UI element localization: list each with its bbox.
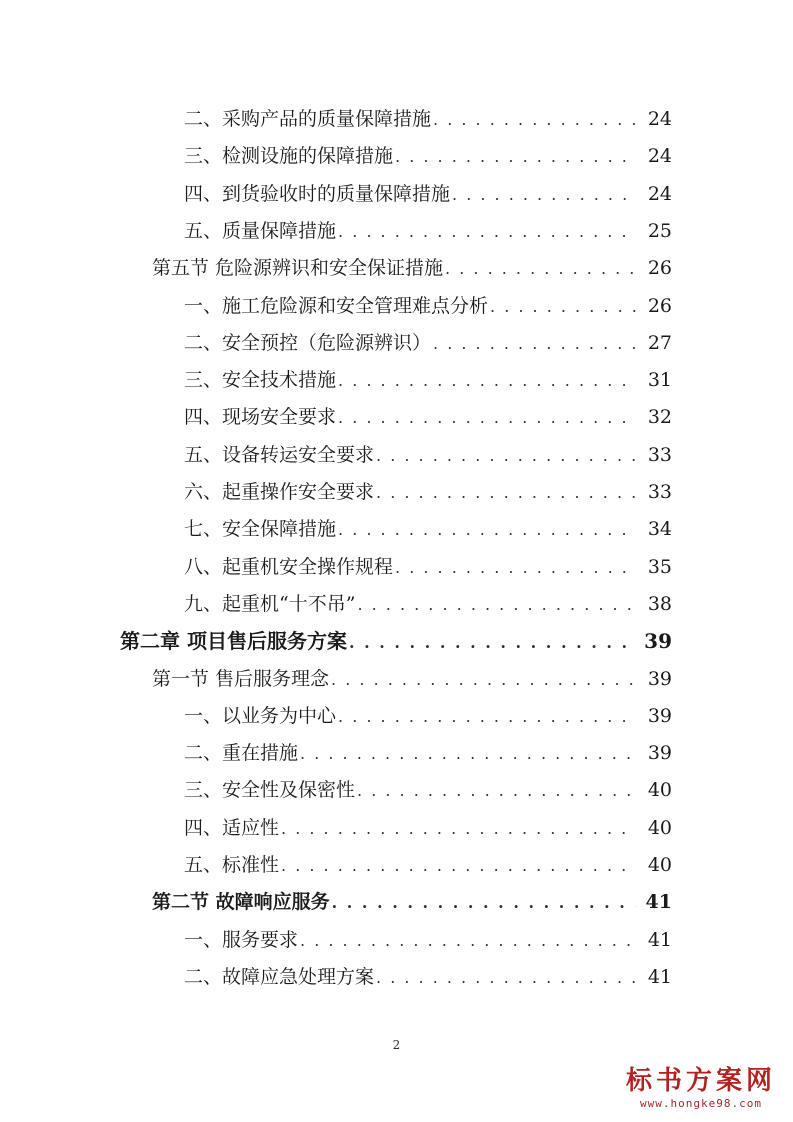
toc-dot-leader [338,702,636,732]
toc-entry-page: 33 [647,481,672,503]
toc-entry[interactable] [184,365,672,395]
toc-dot-leader [357,590,636,620]
toc-entry-page: 41 [647,928,672,951]
toc-entry[interactable] [184,141,672,171]
toc-entry-label: 七、安全保障措施 [184,518,337,541]
toc-entry-label: 一、施工危险源和安全管理难点分析 [184,294,489,317]
toc-entry[interactable] [152,664,672,694]
toc-entry-page: 25 [647,219,672,242]
toc-entry[interactable] [152,887,672,917]
toc-entry-label: 二、故障应急处理方案 [184,965,375,988]
toc-dot-leader [376,963,636,993]
page-number: 2 [392,1038,401,1052]
toc-entry-page: 33 [647,443,672,466]
toc-entry-page: 26 [647,294,672,317]
toc-entry-label: 一、以业务为中心 [184,704,337,727]
toc-dot-leader [338,217,636,247]
toc-entry[interactable] [184,291,672,321]
watermark-url: www.hongke98.com [640,1097,762,1110]
toc-dot-leader [338,403,636,433]
toc-entry-page: 40 [647,779,672,802]
toc-dot-leader [357,776,636,806]
toc-entry[interactable] [184,477,672,507]
toc-entry-label: 二、采购产品的质量保障措施 [184,108,432,130]
toc-entry-page: 39 [644,629,672,654]
toc-entry-page: 24 [647,108,672,130]
toc-entry-page: 31 [647,369,672,392]
toc-entry[interactable] [184,216,672,246]
toc-entry-page: 35 [647,555,672,578]
toc-entry[interactable] [184,402,672,432]
toc-entry-label: 三、安全技术措施 [184,369,337,392]
toc-entry-page: 32 [647,406,672,429]
toc-entry-page: 34 [647,518,672,541]
toc-entry[interactable] [184,328,672,358]
toc-entry-label: 八、起重机安全操作规程 [184,555,394,578]
toc-entry-label: 九、起重机“十不吊” [184,592,356,615]
toc-entry-page: 27 [647,331,672,354]
toc-entry-page: 41 [645,891,672,914]
toc-entry[interactable] [184,850,672,880]
toc-entry[interactable] [184,925,672,955]
toc-entry-label: 五、设备转运安全要求 [184,443,375,466]
toc-entry-label: 五、标准性 [184,854,280,876]
toc-dot-leader [395,553,636,583]
toc-entry[interactable] [184,104,672,134]
toc-entry-label: 第一节 售后服务理念 [152,667,330,690]
toc-entry-label: 四、到货验收时的质量保障措施 [184,182,451,205]
toc-entry[interactable] [184,440,672,470]
toc-dot-leader [332,888,636,918]
toc-dot-leader [376,441,636,471]
toc-entry-page: 41 [647,965,672,988]
toc-entry[interactable] [184,589,672,619]
toc-entry[interactable] [184,738,672,768]
toc-entry[interactable] [184,701,672,731]
toc-entry-label: 三、检测设施的保障措施 [184,145,394,168]
toc-entry-label: 六、起重操作安全要求 [184,481,375,503]
toc-dot-leader [281,814,636,844]
toc-entry[interactable] [152,253,672,283]
toc-entry-label: 三、安全性及保密性 [184,779,356,802]
watermark-title: 标书方案网 [625,1066,776,1096]
toc-entry-label: 二、重在措施 [184,742,299,765]
toc-entry-page: 38 [647,592,672,615]
toc-entry-label: 二、安全预控（危险源辨识） [184,331,432,354]
toc-entry-page: 39 [647,667,672,690]
toc-entry-label: 第五节 危险源辨识和安全保证措施 [152,257,444,280]
toc-entry[interactable] [184,552,672,582]
toc-entry-label: 第二章 项目售后服务方案 [120,629,347,654]
toc-entry-label: 第二节 故障响应服务 [152,891,330,914]
toc-entry[interactable] [120,626,672,656]
toc-entry-label: 四、适应性 [184,816,280,839]
toc-dot-leader [300,926,636,956]
toc-entry[interactable] [184,514,672,544]
toc-dot-leader [338,366,636,396]
toc-dot-leader [338,515,636,545]
toc-entry-page: 40 [647,854,672,876]
toc-dot-leader [281,851,636,881]
toc-dot-leader [300,739,636,769]
toc-dot-leader [433,329,636,359]
toc-entry[interactable] [184,962,672,992]
toc-dot-leader [490,292,636,322]
toc-entry-page: 24 [647,182,672,205]
toc-entry-page: 39 [647,704,672,727]
toc-entry-label: 四、现场安全要求 [184,406,337,429]
toc-dot-leader [445,254,636,284]
toc-entry-label: 一、服务要求 [184,928,299,951]
toc-dot-leader [395,142,636,172]
toc-dot-leader [433,105,636,135]
watermark-logo [621,1060,781,1110]
toc-dot-leader [331,665,636,695]
toc-dot-leader [349,628,636,658]
toc-entry[interactable] [184,775,672,805]
toc-entry[interactable] [184,179,672,209]
toc-dot-leader [376,478,636,508]
toc-entry[interactable] [184,813,672,843]
toc-entry-page: 24 [647,145,672,168]
toc-dot-leader [452,180,636,210]
toc-entry-page: 39 [647,742,672,765]
toc-entry-label: 五、质量保障措施 [184,219,337,242]
toc-entry-page: 40 [647,816,672,839]
toc-entry-page: 26 [647,257,672,280]
